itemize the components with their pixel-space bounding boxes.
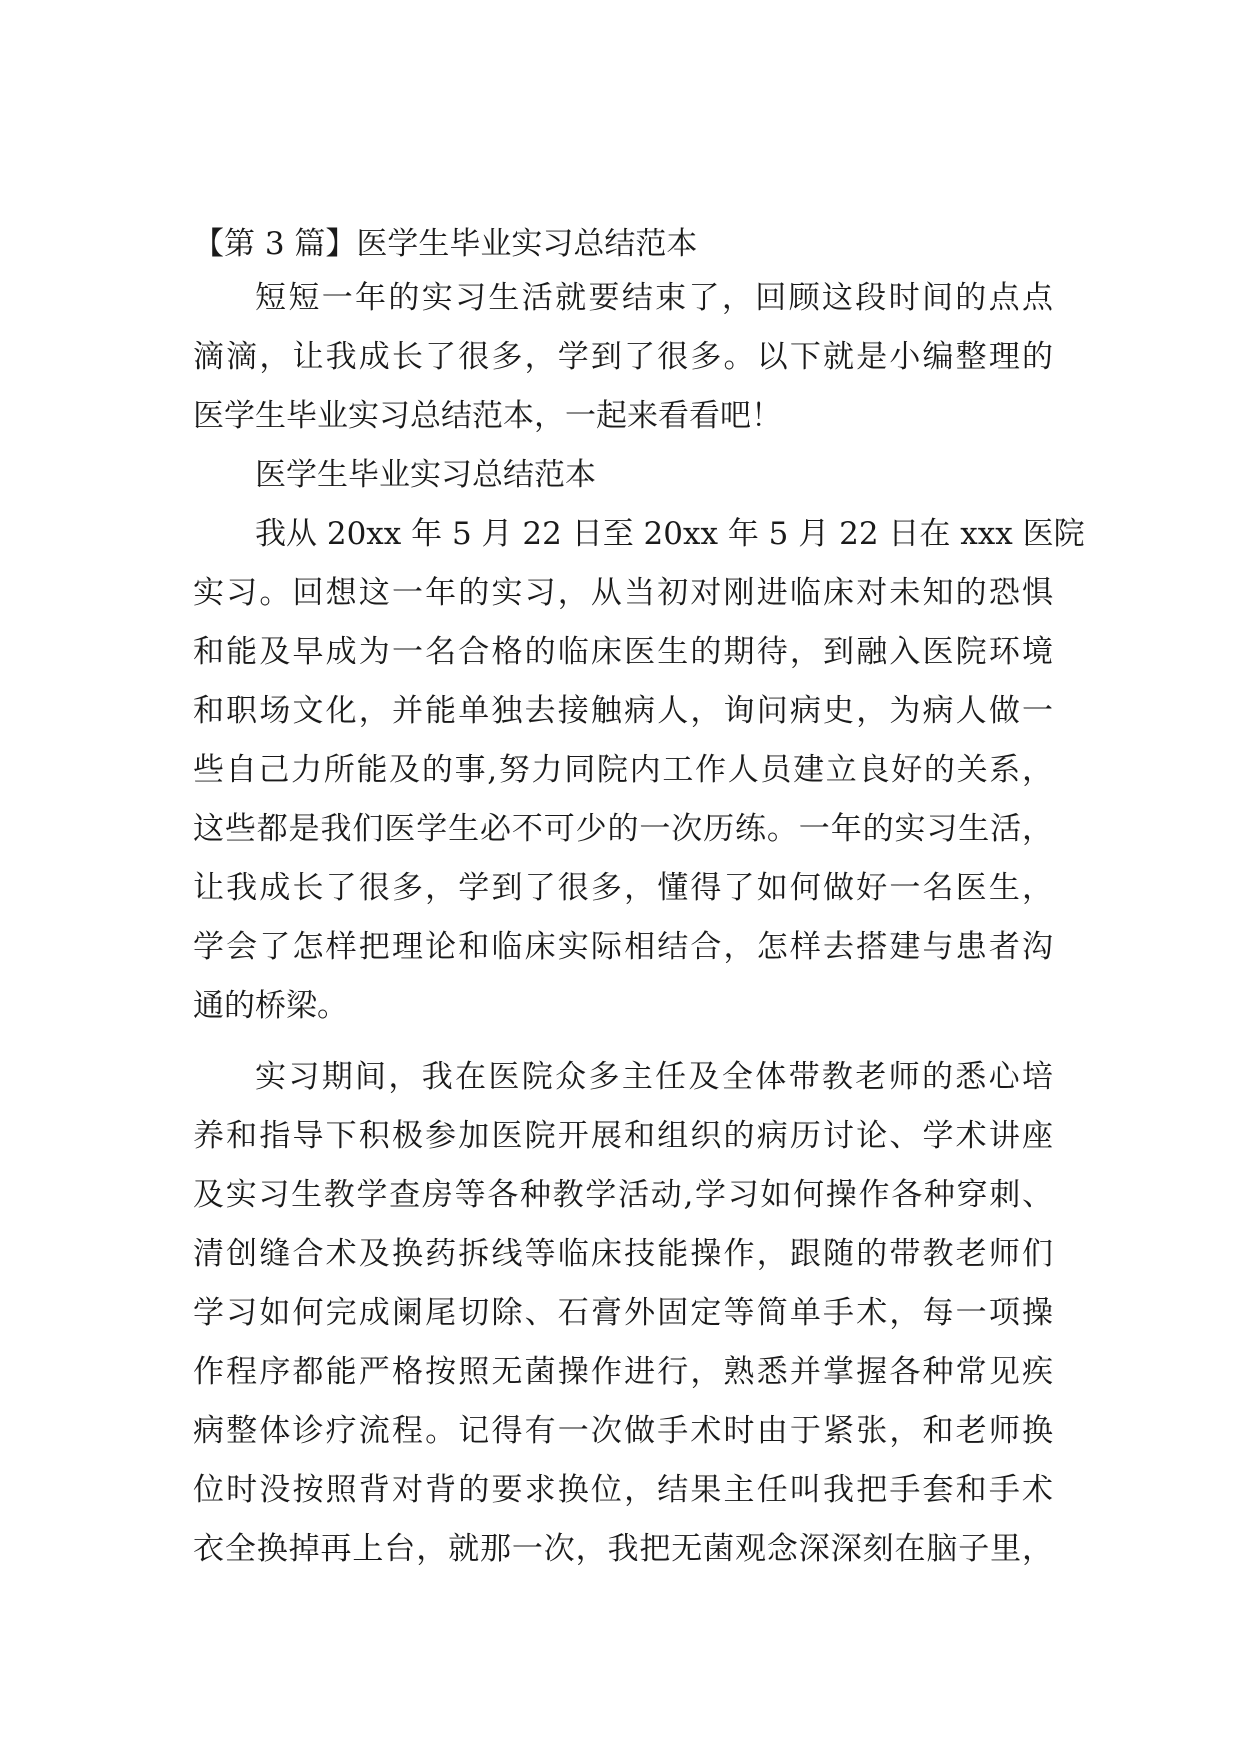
paragraph-line: 我从 20xx 年 5 月 22 日至 20xx 年 5 月 22 日在 xxx 医院 xyxy=(255,516,1085,552)
paragraph-line: 衣全换掉再上台，就那一次，我把无菌观念深深刻在脑子里， xyxy=(193,1531,1053,1567)
section-heading: 医学生毕业实习总结范本 xyxy=(255,457,596,493)
paragraph-line: 些自己力所能及的事,努力同院内工作人员建立良好的关系， xyxy=(193,752,1053,788)
paragraph-line: 短短一年的实习生活就要结束了，回顾这段时间的点点 xyxy=(255,280,1053,316)
document-body xyxy=(193,219,1085,1579)
paragraph-line: 清创缝合术及换药拆线等临床技能操作，跟随的带教老师们 xyxy=(193,1236,1053,1272)
paragraph-line: 位时没按照背对背的要求换位，结果主任叫我把手套和手术 xyxy=(193,1472,1053,1508)
paragraph-line: 学习如何完成阑尾切除、石膏外固定等简单手术，每一项操 xyxy=(193,1295,1053,1331)
paragraph-line: 和能及早成为一名合格的临床医生的期待，到融入医院环境 xyxy=(193,634,1053,670)
paragraph-line: 实习。回想这一年的实习，从当初对刚进临床对未知的恐惧 xyxy=(193,575,1053,611)
paragraph-line: 医学生毕业实习总结范本，一起来看看吧！ xyxy=(193,398,782,434)
paragraph-line: 作程序都能严格按照无菌操作进行，熟悉并掌握各种常见疾 xyxy=(193,1354,1053,1390)
paragraph-line: 学会了怎样把理论和临床实际相结合，怎样去搭建与患者沟 xyxy=(193,929,1053,965)
document-title: 【第 3 篇】医学生毕业实习总结范本 xyxy=(193,226,698,262)
paragraph-line: 这些都是我们医学生必不可少的一次历练。一年的实习生活， xyxy=(193,811,1053,847)
paragraph-line: 和职场文化，并能单独去接触病人，询问病史，为病人做一 xyxy=(193,693,1053,729)
paragraph-line: 病整体诊疗流程。记得有一次做手术时由于紧张，和老师换 xyxy=(193,1413,1053,1449)
paragraph-line: 养和指导下积极参加医院开展和组织的病历讨论、学术讲座 xyxy=(193,1118,1053,1154)
paragraph-line: 通的桥梁。 xyxy=(193,988,348,1024)
paragraph-line: 实习期间，我在医院众多主任及全体带教老师的悉心培 xyxy=(255,1059,1053,1095)
paragraph-line: 让我成长了很多，学到了很多，懂得了如何做好一名医生， xyxy=(193,870,1053,906)
paragraph-line: 滴滴，让我成长了很多，学到了很多。以下就是小编整理的 xyxy=(193,339,1053,375)
paragraph-line: 及实习生教学查房等各种教学活动,学习如何操作各种穿刺、 xyxy=(193,1177,1053,1213)
